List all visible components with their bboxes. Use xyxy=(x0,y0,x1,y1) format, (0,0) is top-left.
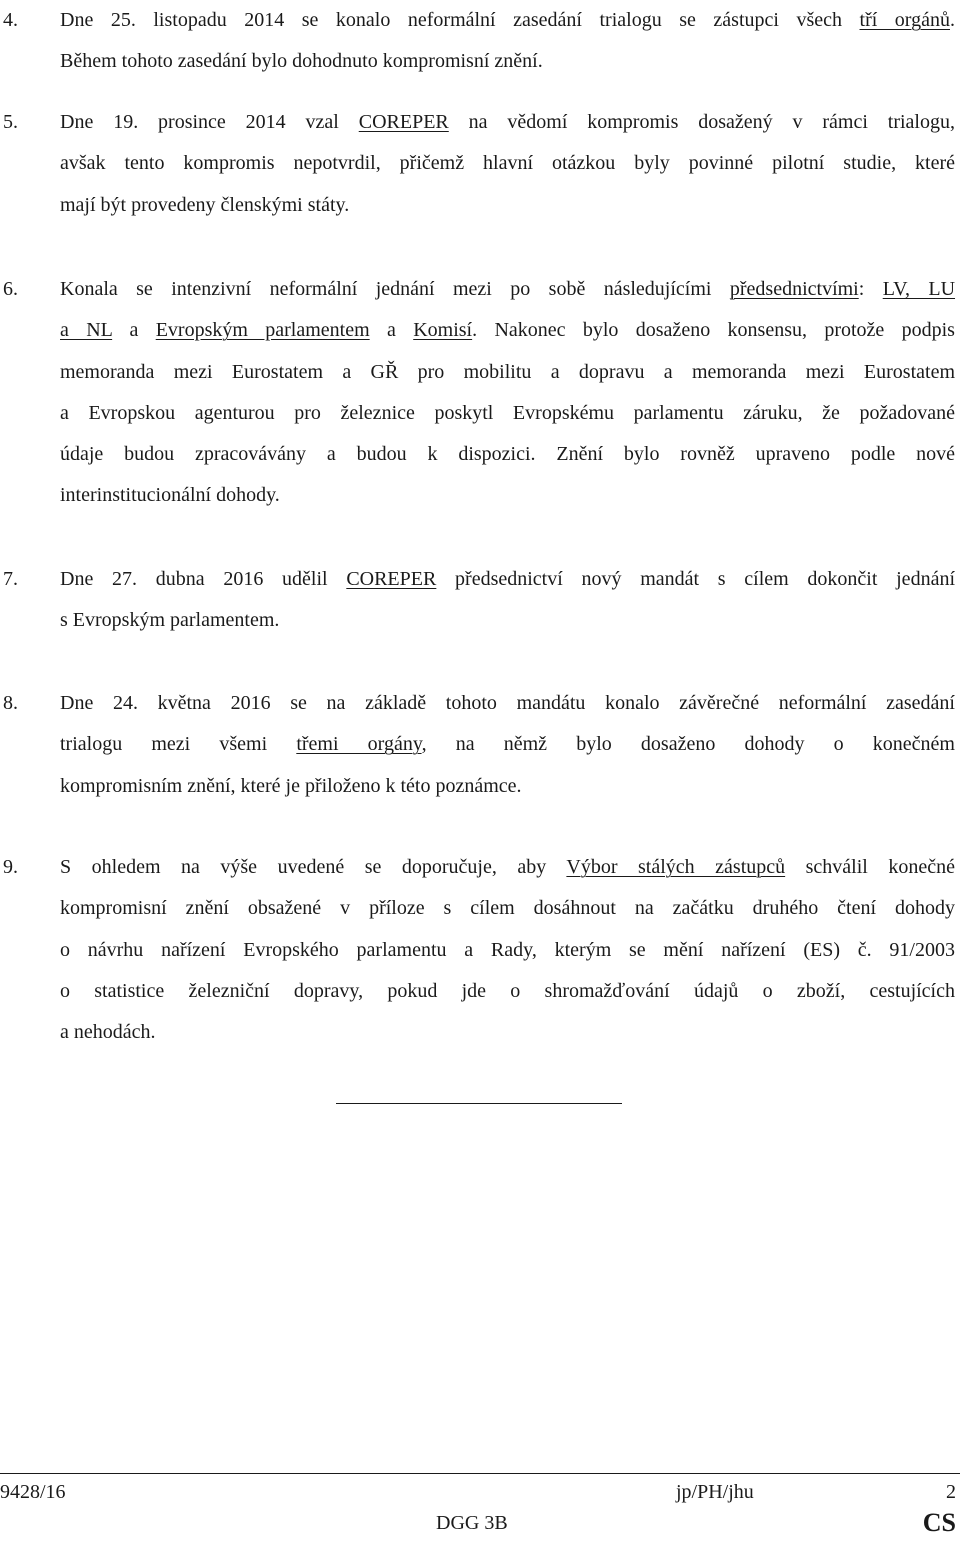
text-line: a NL a Evropským parlamentem a Komisí. Nakonec bylo dosaženo konsensu, protože podpis xyxy=(60,319,955,342)
paragraph-5 xyxy=(3,102,955,226)
text-line: o návrhu nařízení Evropského parlamentu a Rady, kterým se mění nařízení (ES) č. 91/2003 xyxy=(60,938,955,961)
text-line: a nehodách. xyxy=(60,1021,156,1044)
underlined-term: COREPER xyxy=(358,111,449,133)
text-line: avšak tento kompromis nepotvrdil, přičemž hlavní otázkou byly povinné pilotní studie, které xyxy=(60,152,955,175)
text-line: Dne 25. listopadu 2014 se konalo neformální zasedání trialogu se zástupci všech tří orgánů. xyxy=(60,9,955,31)
paragraph-number: 7. xyxy=(3,568,18,590)
footer-language-code: CS xyxy=(922,1508,956,1537)
paragraph-number: 6. xyxy=(3,278,18,300)
paragraph-8 xyxy=(3,683,955,807)
paragraph-number: 8. xyxy=(3,692,18,714)
footer-page-number: 2 xyxy=(946,1481,956,1503)
underlined-term: COREPER xyxy=(346,568,437,590)
underlined-term: tří orgánů xyxy=(859,9,950,31)
paragraph-number: 4. xyxy=(3,9,18,31)
text-line: Dne 24. května 2016 se na základě tohoto mandátu konalo závěrečné neformální zasedání xyxy=(60,692,955,714)
underlined-term: Výbor stálých zástupců xyxy=(566,856,786,878)
text-line: kompromisním znění, které je přiloženo k této poznámce. xyxy=(60,774,522,797)
underlined-term: a NL xyxy=(60,319,113,342)
text-line: údaje budou zpracovávány a budou k dispozici. Znění bylo rovněž upraveno podle nové xyxy=(60,443,955,466)
paragraph-6 xyxy=(3,269,956,517)
text-line: kompromisní znění obsažené v příloze s cílem dosáhnout na začátku druhého čtení dohody xyxy=(60,897,955,920)
footer-divider xyxy=(0,1473,960,1474)
text-line: Během tohoto zasedání bylo dohodnuto kompromisní znění. xyxy=(60,50,543,73)
paragraph-4 xyxy=(3,0,955,83)
text-line: Dne 19. prosince 2014 vzal COREPER na vědomí kompromis dosažený v rámci trialogu, xyxy=(60,111,955,133)
end-of-text-rule xyxy=(336,1103,622,1104)
text-line: a Evropskou agenturou pro železnice poskytl Evropskému parlamentu záruku, že požadované xyxy=(60,401,955,424)
paragraph-number: 5. xyxy=(3,111,18,133)
underlined-term: předsednictvími xyxy=(729,278,859,300)
text-line: trialogu mezi všemi třemi orgány, na němž bylo dosaženo dohody o konečném xyxy=(60,733,955,756)
underlined-term: třemi orgány xyxy=(296,733,422,756)
paragraph-number: 9. xyxy=(3,856,18,878)
text-line: interinstitucionální dohody. xyxy=(60,484,280,507)
paragraph-9 xyxy=(3,847,955,1053)
footer-unit: DGG 3B xyxy=(436,1512,508,1534)
paragraph-7 xyxy=(3,559,955,642)
text-line: memoranda mezi Eurostatem a GŘ pro mobilitu a dopravu a memoranda mezi Eurostatem xyxy=(60,360,955,383)
underlined-term: Evropským parlamentem xyxy=(155,319,370,342)
text-line: o statistice železniční dopravy, pokud jde o shromažďování údajů o zboží, cestujících xyxy=(60,979,955,1002)
underlined-term: LV, LU xyxy=(882,278,956,300)
footer-doc-reference: 9428/16 xyxy=(0,1481,66,1503)
footer-initials: jp/PH/jhu xyxy=(676,1481,754,1503)
text-line: Dne 27. dubna 2016 udělil COREPER předsednictví nový mandát s cílem dokončit jednání xyxy=(60,568,955,590)
text-line: s Evropským parlamentem. xyxy=(60,609,280,632)
text-line: S ohledem na výše uvedené se doporučuje, aby Výbor stálých zástupců schválil konečné xyxy=(60,856,955,878)
text-line: mají být provedeny členskými státy. xyxy=(60,193,350,216)
underlined-term: Komisí xyxy=(413,319,473,342)
text-line: Konala se intenzivní neformální jednání mezi po sobě následujícími předsednictvími: LV, LU xyxy=(60,278,956,300)
